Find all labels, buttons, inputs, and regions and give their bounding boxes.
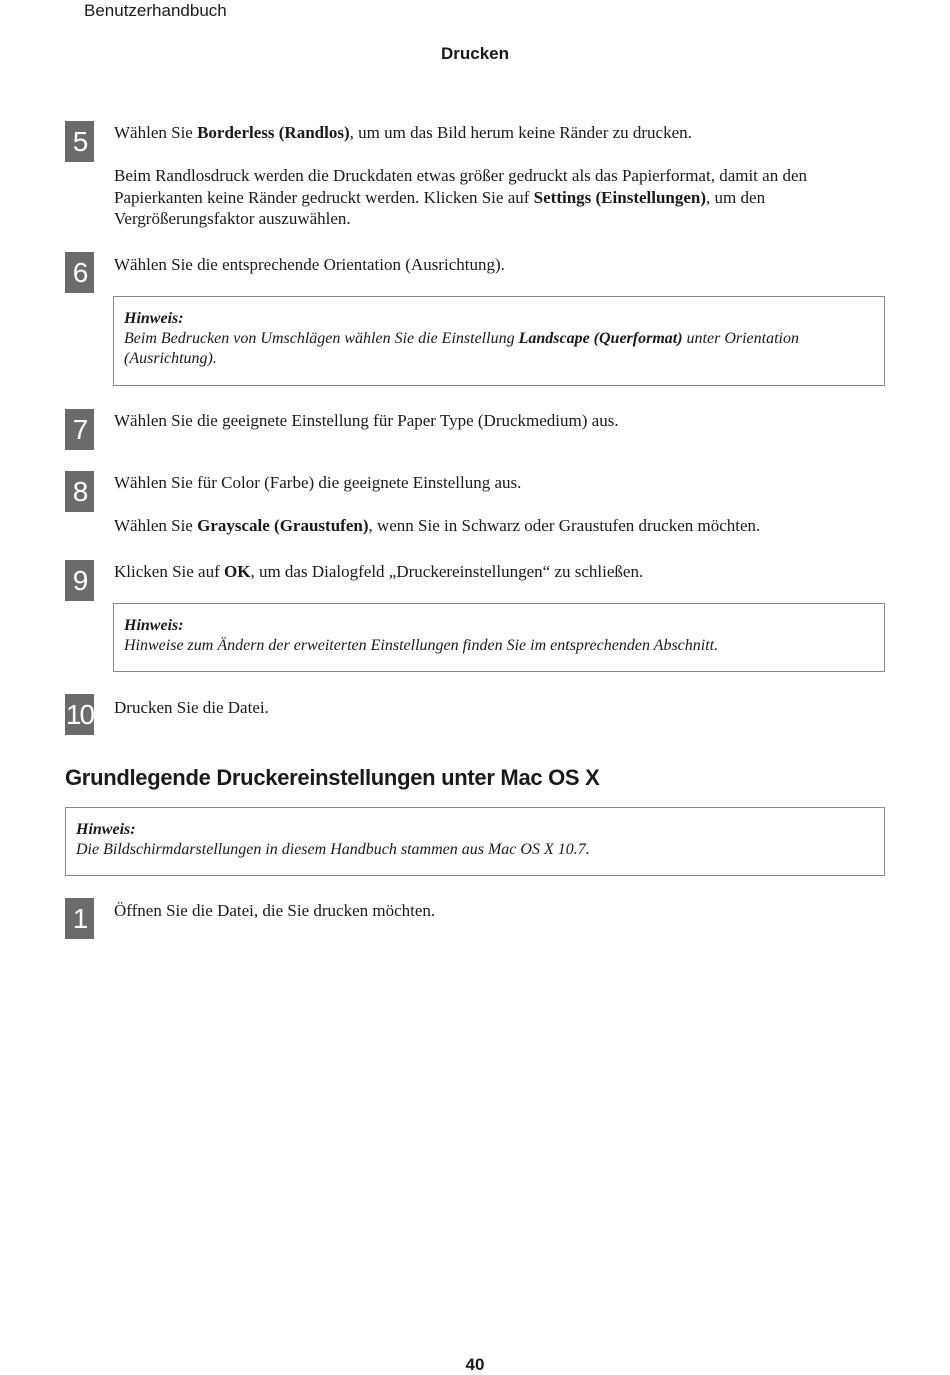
- step-5-detail: Beim Randlosdruck werden die Druckdaten etwas größer gedruckt als das Papierformat, damit an den Papierkanten keine Ränder gedruckt werden. Klicken Sie auf Settings (Einstellungen), um den Vergrößerungsfaktor auszuwählen.: [114, 166, 807, 228]
- note-box-screenshots: [65, 807, 885, 876]
- step-number-5: 5: [65, 121, 94, 162]
- step-number-10: 10: [65, 694, 94, 735]
- step-5-text: Wählen Sie Borderless (Randlos), um um das Bild herum keine Ränder zu drucken.: [114, 123, 692, 142]
- step-number-8: 8: [65, 471, 94, 512]
- step-number-6: 6: [65, 252, 94, 293]
- step-number-1: 1: [65, 898, 94, 939]
- note-box-advanced-settings: [113, 603, 885, 672]
- step-10-text: Drucken Sie die Datei.: [114, 698, 269, 717]
- step-8-detail: Wählen Sie Grayscale (Graustufen), wenn Sie in Schwarz oder Graustufen drucken möchten.: [114, 516, 761, 535]
- step-number-9: 9: [65, 560, 94, 601]
- section-heading: Grundlegende Druckereinstellungen unter Mac OS X: [65, 765, 600, 790]
- step-6-text: Wählen Sie die entsprechende Orientation (Ausrichtung).: [114, 255, 505, 274]
- page-number: 40: [465, 1355, 485, 1374]
- manual-title: Benutzerhandbuch: [84, 1, 227, 20]
- step-7-text: Wählen Sie die geeignete Einstellung für Paper Type (Druckmedium) aus.: [114, 411, 619, 430]
- section-title: Drucken: [440, 44, 510, 63]
- note-text: Die Bildschirmdarstellungen in diesem Handbuch stammen aus Mac OS X 10.7.: [76, 841, 590, 858]
- step-number-7: 7: [65, 409, 94, 450]
- note-text: Hinweise zum Ändern der erweiterten Einstellungen finden Sie im entsprechenden Abschnitt.: [124, 637, 719, 654]
- note-box-envelopes: [113, 296, 885, 386]
- step-9-text: Klicken Sie auf OK, um das Dialogfeld „Druckereinstellungen“ zu schließen.: [114, 562, 644, 581]
- note-label: Hinweis:: [124, 310, 184, 327]
- step-8-text: Wählen Sie für Color (Farbe) die geeignete Einstellung aus.: [114, 473, 522, 492]
- note-text: Beim Bedrucken von Umschlägen wählen Sie die Einstellung Landscape (Querformat) unter Orientation (Ausrichtung).: [124, 330, 799, 367]
- mac-step-1-text: Öffnen Sie die Datei, die Sie drucken möchten.: [114, 901, 436, 920]
- note-label: Hinweis:: [124, 617, 184, 634]
- note-label: Hinweis:: [76, 821, 136, 838]
